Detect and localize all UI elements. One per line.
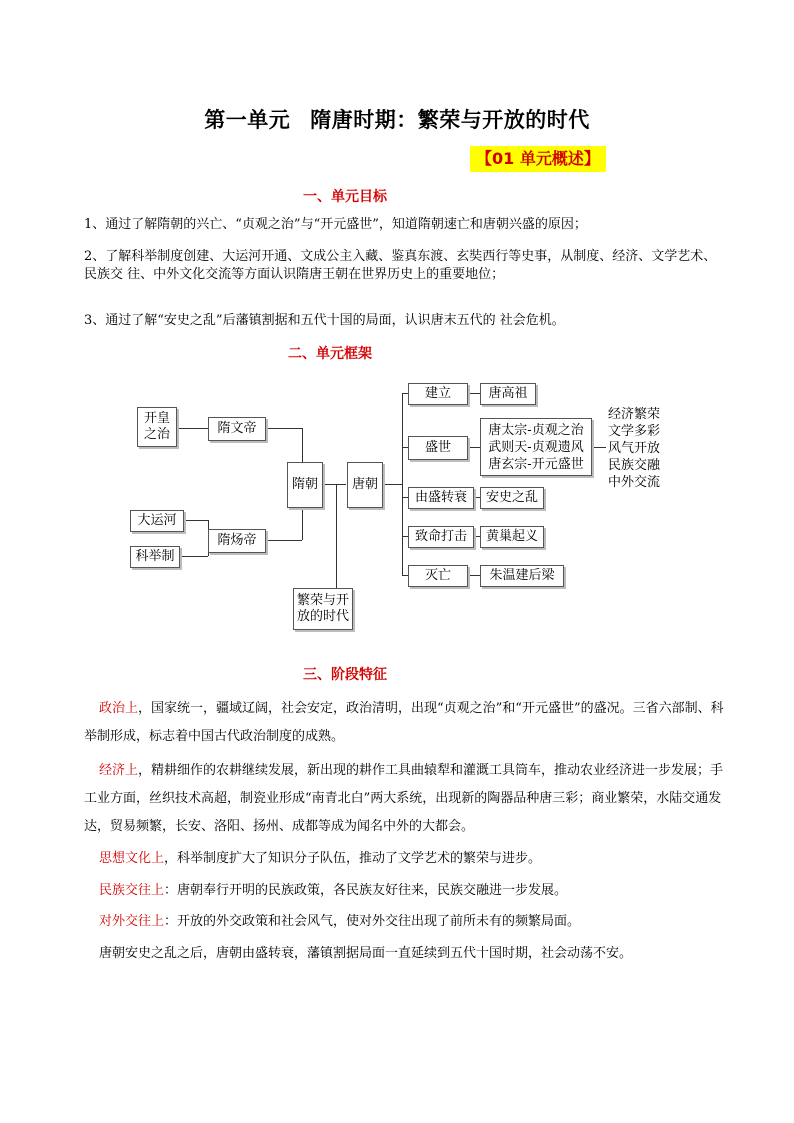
line-tang-vert xyxy=(402,393,403,575)
ethnic-label: 民族交往上 xyxy=(99,883,165,898)
title-topic: 隋唐时期：繁荣与开放的时代 xyxy=(310,108,590,132)
line-dayunhe xyxy=(182,520,208,521)
culture-text: ，科举制度扩大了知识分子队伍，推动了文学艺术的繁荣与进步。 xyxy=(164,851,542,866)
box-miewang: 灭亡 xyxy=(408,565,468,587)
shengshi-item-taizong: 唐太宗-贞观之治 xyxy=(488,422,584,438)
line-keju xyxy=(178,556,208,557)
culture-label: 思想文化上 xyxy=(99,851,165,866)
box-suiyangdi: 隋炀帝 xyxy=(208,529,266,553)
shengshi-item-wuzetian: 武则天-贞观遗风 xyxy=(488,439,584,455)
feature-ethnic xyxy=(84,882,724,900)
foreign-label: 对外交往上 xyxy=(99,914,165,929)
feature-politics xyxy=(84,695,724,751)
politics-text: ，国家统一，疆域辽阔，社会安定，政治清明，出现“贞观之治”和“开元盛世”的盛况。三省六部制、科举制形成，标志着中国古代政治制度的成熟。 xyxy=(84,701,724,744)
section-tag: 【01 单元概述】 xyxy=(470,146,606,172)
line-era xyxy=(336,484,337,588)
heading-stage-features: 三、阶段特征 xyxy=(303,667,387,683)
box-dayunhe: 大运河 xyxy=(130,510,184,532)
feature-foreign xyxy=(84,913,724,931)
feature-item: 风气开放 xyxy=(608,441,661,456)
line-wendi xyxy=(264,428,302,429)
ethnic-text: ：唐朝奉行开明的民族政策，各民族友好往来，民族交融进一步发展。 xyxy=(164,883,568,898)
foreign-text: ：开放的外交政策和社会风气，使对外交往出现了前所未有的频繁局面。 xyxy=(164,914,581,929)
box-tangchao: 唐朝 xyxy=(347,462,383,508)
feature-economy xyxy=(84,757,724,841)
shengshi-item-xuanzong: 唐玄宗-开元盛世 xyxy=(488,456,584,472)
box-tanggaozu: 唐高祖 xyxy=(480,383,536,405)
box-era: 繁荣与开放的时代 xyxy=(293,588,353,630)
line-shengshi-features xyxy=(592,447,606,448)
feature-summary: 唐朝安史之乱之后，唐朝由盛转衰，藩镇割据局面一直延续到五代十国时期，社会动荡不安。 xyxy=(99,946,633,961)
feature-item: 中外交流 xyxy=(608,475,661,490)
heading-unit-goals: 一、单元目标 xyxy=(303,189,387,205)
box-suiwendi: 隋文帝 xyxy=(208,417,266,441)
box-shengshi-items xyxy=(480,418,592,476)
box-zhiming: 致命打击 xyxy=(408,526,474,548)
goal-2: 2、了解科举制度创建、大运河开通、文成公主入藏、鉴真东渡、玄奘西行等史事，从制度、经济、文学艺术、民族交 往、中外文化交流等方面认识隋唐王朝在世界历史上的重要地位； xyxy=(84,249,717,282)
economy-label: 经济上 xyxy=(99,763,139,778)
line-sui-tang xyxy=(320,484,346,485)
feature-item: 文学多彩 xyxy=(608,424,661,439)
heading-unit-framework: 二、单元框架 xyxy=(288,346,372,362)
page-title xyxy=(0,104,794,134)
box-zhuwen: 朱温建后梁 xyxy=(480,565,564,587)
box-anshi: 安史之乱 xyxy=(480,487,544,509)
box-suichao: 隋朝 xyxy=(287,462,323,508)
box-kaihuang: 开皇之治 xyxy=(137,407,177,447)
feature-culture xyxy=(84,850,724,868)
box-huangchao: 黄巢起义 xyxy=(480,526,544,548)
line-kaihuang xyxy=(176,428,208,429)
title-unit: 第一单元 xyxy=(204,108,291,132)
goal-3: 3、通过了解“安史之乱”后藩镇割据和五代十国的局面，认识唐末五代的 社会危机。 xyxy=(84,313,565,328)
line-yangdi xyxy=(264,540,302,541)
box-yousheng: 由盛转衰 xyxy=(408,487,474,509)
feature-item: 经济繁荣 xyxy=(608,407,661,422)
economy-text: ，精耕细作的农耕继续发展，新出现的耕作工具曲辕犁和灌溉工具筒车，推动农业经济进一步发展；手工业方面，丝织技术高超，制瓷业形成“南青北白”两大系统，出现新的陶器品种唐三彩；商业繁荣，水陆交通发达，贸易频繁，长安、洛阳、扬州、成都等成为闻名中外的大都会。 xyxy=(84,763,724,834)
box-shengshi: 盛世 xyxy=(408,436,468,460)
politics-label: 政治上 xyxy=(99,701,139,716)
box-jianli: 建立 xyxy=(408,383,468,405)
feature-item: 民族交融 xyxy=(608,458,661,473)
goal-1: 1、通过了解隋朝的兴亡、“贞观之治”与“开元盛世”，知道隋朝速亡和唐朝兴盛的原因； xyxy=(84,217,587,232)
line-tang-branch xyxy=(380,484,402,485)
box-kejuzhi: 科举制 xyxy=(130,546,180,568)
features-list xyxy=(608,406,660,491)
